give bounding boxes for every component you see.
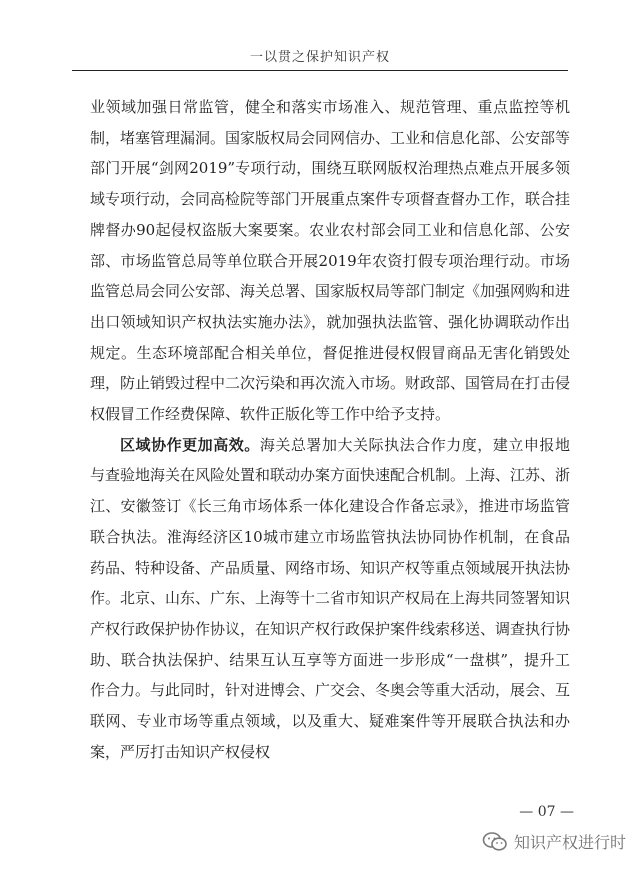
document-body [90,92,570,767]
page-number: — 07 — [519,804,574,820]
paragraph-body: 海关总署加大关际执法合作力度，建立申报地与查验地海关在风险处置和联动办案方面快速配合机制。上海、江苏、浙江、安徽签订《长三角市场体系一体化建设合作备忘录》，推进市场监管联合执法。淮海经济区10城市建立市场监管执法协同协作机制，在食品药品、特种设备、产品质量、网络市场、知识产权等重点领域展开执法协作。北京、山东、广东、上海等十二省市知识产权局在上海共同签署知识产权行政保护协作协议，在知识产权行政保护案件线索移送、调查执行协助、联合执法保护、结果互认互享等方面进一步形成“一盘棋”，提升工作合力。与此同时，针对进博会、广交会、冬奥会等重大活动，展会、互联网、专业市场等重点领域，以及重大、疑难案件等开展联合执法和办案，严厉打击知识产权侵权 [90,435,571,761]
watermark [482,830,626,853]
running-header: 一以贯之保护知识产权 [249,50,390,65]
wechat-icon [482,831,508,853]
paragraph-continuation: 业领域加强日常监管，健全和落实市场准入、规范管理、重点监控等机制，堵塞管理漏洞。国家版权局会同网信办、工业和信息化部、公安部等部门开展“剑网2019”专项行动，围绕互联网版权治理热点难点开展多领域专项行动，会同高检院等部门开展重点案件专项督查督办工作，联合挂牌督办90起侵权盗版大案要案。农业农村部会同工业和信息化部、公安部、市场监管总局等单位联合开展2019年农资打假专项治理行动。市场监管总局会同公安部、海关总署、国家版权局等部门制定《加强网购和进出口领域知识产权执法实施办法》，就加强执法监管、强化协调联动作出规定。生态环境部配合相关单位，督促推进侵权假冒商品无害化销毁处理，防止销毁过程中二次污染和再次流入市场。财政部、国管局在打击侵权假冒工作经费保障、软件正版化等工作中给予支持。 [90,98,571,424]
watermark-text: 知识产权进行时 [513,833,626,852]
paragraph-regional-cooperation [90,430,570,768]
header-rule [72,70,568,71]
paragraph-lead-heading: 区域协作更加高效。 [120,435,260,454]
